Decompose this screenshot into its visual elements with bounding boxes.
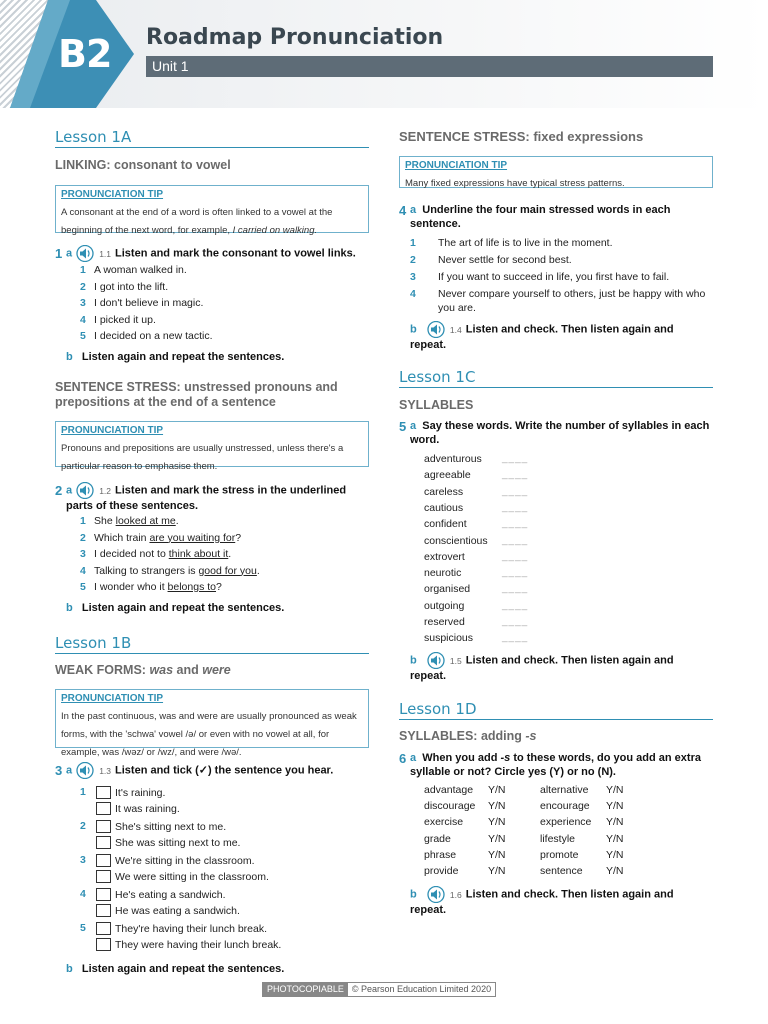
yn-choice[interactable]: Y/N bbox=[606, 865, 624, 877]
yn-choice[interactable]: Y/N bbox=[488, 800, 506, 813]
item-number: 5 bbox=[80, 330, 86, 342]
yn-choice[interactable]: Y/N bbox=[606, 784, 624, 796]
yn-choice[interactable]: Y/N bbox=[488, 865, 506, 877]
item-text: I picked it up. bbox=[94, 313, 156, 326]
item-number-label: 3 bbox=[80, 854, 86, 866]
underlined-text: looked at me bbox=[115, 515, 176, 527]
list-item bbox=[80, 330, 213, 342]
tick-checkbox[interactable] bbox=[96, 870, 111, 883]
yn-choice[interactable]: Y/N bbox=[606, 800, 624, 813]
question-3a: a 1.3 Listen and tick (✓) the sentence you hear. bbox=[66, 762, 371, 779]
audio-speaker-icon[interactable] bbox=[75, 762, 95, 779]
tip-box-linking bbox=[55, 185, 369, 236]
list-item bbox=[80, 515, 179, 527]
sentence-option: He's eating a sandwich. bbox=[115, 889, 226, 901]
item-number-label: 1 bbox=[80, 786, 86, 798]
item-text: I got into the lift. bbox=[94, 280, 169, 293]
item-number: 1 bbox=[410, 237, 416, 249]
syllable-word: agreeable bbox=[424, 469, 471, 482]
sentence-option: He was eating a sandwich. bbox=[115, 905, 240, 917]
question-number: 4 bbox=[399, 203, 407, 218]
question-number: 3 bbox=[55, 763, 63, 778]
copyright: © Pearson Education Limited 2020 bbox=[351, 984, 492, 994]
tick-checkbox[interactable] bbox=[96, 854, 111, 867]
word-col1: discourage bbox=[424, 800, 476, 813]
word-col2: alternative bbox=[540, 784, 589, 796]
tip-heading: PRONUNCIATION TIP bbox=[61, 425, 164, 436]
tip-text: Many fixed expressions have typical stress patterns. bbox=[405, 178, 625, 189]
answer-blank[interactable]: ____ bbox=[502, 518, 529, 530]
item-text: ? bbox=[216, 581, 222, 593]
list-item bbox=[80, 532, 241, 544]
item-number bbox=[80, 922, 94, 934]
sentence-option: She's sitting next to me. bbox=[115, 821, 227, 833]
answer-blank[interactable]: ____ bbox=[502, 534, 529, 546]
answer-blank[interactable]: ____ bbox=[502, 453, 529, 464]
lesson-1b-heading: Lesson 1B bbox=[55, 634, 369, 654]
item-number-label: 2 bbox=[80, 820, 86, 832]
item-number: 1 bbox=[80, 264, 86, 276]
question-1a: a 1.1 Listen and mark the consonant to vowel links. bbox=[66, 245, 371, 262]
item-number: 3 bbox=[80, 297, 86, 309]
question-4a: a Underline the four main stressed words in each sentence. bbox=[410, 204, 671, 230]
tip-text: In the past continuous, was and were are usually pronounced as weak forms, with the 'schwa' vowel /ə/ or even with no vowel at all, for example, was /wəz/ or /wz/, and were /wə/. bbox=[61, 711, 357, 758]
word-col1: grade bbox=[424, 832, 451, 845]
tick-checkbox[interactable] bbox=[96, 802, 111, 815]
question-number: 1 bbox=[55, 246, 63, 261]
tick-checkbox[interactable] bbox=[96, 888, 111, 901]
sentence-option: She was sitting next to me. bbox=[115, 837, 241, 849]
lesson-1a-heading: Lesson 1A bbox=[55, 128, 369, 148]
yn-choice[interactable]: Y/N bbox=[488, 848, 506, 861]
item-text: Talking to strangers is bbox=[94, 564, 199, 577]
unit-label: Unit 1 bbox=[152, 58, 189, 74]
item-number: 2 bbox=[80, 531, 86, 544]
item-number bbox=[80, 786, 94, 798]
syllable-word: conscientious bbox=[424, 534, 488, 547]
question-2a: a 1.2 Listen and mark the stress in the underlined parts of these sentences. bbox=[66, 482, 371, 513]
question-number: 2 bbox=[55, 483, 63, 498]
item-text: I don't believe in magic. bbox=[94, 297, 204, 309]
list-item bbox=[80, 314, 156, 326]
word-col1: exercise bbox=[424, 816, 464, 829]
item-text: . bbox=[228, 548, 232, 560]
fixed-expressions-title: SENTENCE STRESS: fixed expressions bbox=[399, 129, 644, 144]
syllable-word: confident bbox=[424, 518, 467, 531]
yn-choice[interactable]: Y/N bbox=[488, 832, 506, 845]
item-text: A woman walked in. bbox=[94, 264, 187, 276]
list-item bbox=[410, 253, 714, 267]
item-text: I decided on a new tactic. bbox=[94, 330, 213, 342]
underlined-text: belongs to bbox=[167, 581, 217, 593]
syllable-word: careless bbox=[424, 485, 464, 498]
item-number: 3 bbox=[410, 271, 416, 283]
underlined-text: good for you bbox=[198, 564, 257, 577]
syllable-word: cautious bbox=[424, 501, 464, 514]
audio-speaker-icon[interactable] bbox=[75, 482, 95, 499]
weak-forms-title: WEAK FORMS: was and were bbox=[55, 663, 231, 677]
word-col2: encourage bbox=[540, 800, 590, 813]
stress-title: SENTENCE STRESS: unstressed pronouns and prepositions at the end of a sentence bbox=[55, 380, 338, 409]
unit-bar bbox=[146, 56, 713, 77]
lesson-1d-heading: Lesson 1D bbox=[399, 700, 713, 720]
word-col2: promote bbox=[540, 848, 579, 861]
sentence-option: It's raining. bbox=[115, 787, 166, 799]
syllable-word: organised bbox=[424, 583, 471, 596]
item-number bbox=[80, 854, 94, 866]
tip-heading: PRONUNCIATION TIP bbox=[61, 693, 164, 704]
tick-checkbox[interactable] bbox=[96, 820, 111, 833]
question-number: 6 bbox=[399, 751, 407, 766]
list-item bbox=[80, 548, 231, 560]
sentence-option: They were having their lunch break. bbox=[115, 939, 282, 951]
list-item bbox=[410, 270, 714, 284]
question-2b: b Listen again and repeat the sentences. bbox=[66, 602, 285, 614]
item-number: 3 bbox=[80, 548, 86, 560]
word-col1: provide bbox=[424, 865, 459, 877]
word-col1: advantage bbox=[424, 784, 474, 796]
question-5b: b 1.5 Listen and check. Then listen again and repeat. bbox=[410, 652, 710, 683]
list-item bbox=[80, 581, 222, 593]
footer bbox=[262, 982, 496, 997]
underlined-text: think about it bbox=[168, 548, 229, 560]
audio-speaker-icon[interactable] bbox=[426, 321, 446, 338]
adding-s-title: SYLLABLES: adding -s bbox=[399, 729, 537, 743]
syllable-word: outgoing bbox=[424, 599, 465, 612]
tick-checkbox[interactable] bbox=[96, 938, 111, 951]
list-item bbox=[410, 287, 714, 315]
word-col1: phrase bbox=[424, 848, 457, 861]
item-text: I decided not to bbox=[94, 548, 169, 560]
answer-blank[interactable]: ____ bbox=[502, 616, 529, 627]
book-title: Roadmap Pronunciation bbox=[146, 25, 444, 50]
item-number: 2 bbox=[80, 280, 86, 293]
item-text: Never settle for second best. bbox=[438, 254, 572, 266]
syllable-word: adventurous bbox=[424, 453, 482, 465]
tick-checkbox[interactable] bbox=[96, 922, 111, 935]
photocopiable-label: PHOTOCOPIABLE bbox=[263, 983, 348, 996]
level-badge: B2 bbox=[58, 32, 112, 76]
audio-speaker-icon[interactable] bbox=[75, 245, 95, 262]
yn-choice[interactable]: Y/N bbox=[606, 848, 624, 861]
item-text: If you want to succeed in life, you first have to fail. bbox=[438, 271, 670, 283]
answer-blank[interactable]: ____ bbox=[502, 583, 529, 595]
tip-box-fixed bbox=[399, 156, 713, 188]
answer-blank[interactable]: ____ bbox=[502, 567, 529, 579]
underlined-text: are you waiting for bbox=[149, 531, 236, 544]
question-3b: b Listen again and repeat the sentences. bbox=[66, 963, 285, 975]
list-item bbox=[80, 264, 187, 276]
answer-blank[interactable]: ____ bbox=[502, 550, 529, 562]
item-text: I wonder who it bbox=[94, 581, 168, 593]
question-6b: b 1.6 Listen and check. Then listen again and repeat. bbox=[410, 886, 710, 917]
question-5a: a Say these words. Write the number of syllables in each word. bbox=[410, 420, 710, 446]
item-number: 2 bbox=[410, 254, 416, 266]
item-number: 5 bbox=[80, 581, 86, 593]
word-col2: lifestyle bbox=[540, 832, 576, 845]
item-text: She bbox=[94, 515, 116, 527]
item-number-label: 4 bbox=[80, 888, 86, 900]
answer-blank[interactable]: ____ bbox=[502, 632, 529, 644]
item-text: . bbox=[256, 564, 260, 577]
tip-box-weak-forms bbox=[55, 689, 369, 758]
question-4b: b 1.4 Listen and check. Then listen again and repeat. bbox=[410, 321, 710, 352]
yn-choice[interactable]: Y/N bbox=[488, 784, 506, 796]
tip-heading: PRONUNCIATION TIP bbox=[61, 189, 164, 200]
item-text: Never compare yourself to others, just be happy with who you are. bbox=[438, 288, 706, 314]
item-number bbox=[80, 888, 94, 900]
word-col2: experience bbox=[540, 816, 592, 829]
question-1b: b Listen again and repeat the sentences. bbox=[66, 351, 285, 363]
item-number: 1 bbox=[80, 515, 86, 527]
answer-blank[interactable]: ____ bbox=[502, 599, 529, 611]
linking-title: LINKING: consonant to vowel bbox=[55, 158, 231, 172]
sentence-option: It was raining. bbox=[115, 803, 180, 815]
audio-speaker-icon[interactable] bbox=[426, 886, 446, 903]
item-text: . bbox=[175, 515, 179, 527]
syllable-word: neurotic bbox=[424, 567, 462, 580]
item-number-label: 5 bbox=[80, 922, 86, 934]
tick-checkbox[interactable] bbox=[96, 904, 111, 917]
syllable-word: extrovert bbox=[424, 550, 465, 563]
answer-blank[interactable]: ____ bbox=[502, 501, 529, 513]
syllable-word: reserved bbox=[424, 616, 465, 628]
item-number: 4 bbox=[410, 288, 416, 300]
answer-blank[interactable]: ____ bbox=[502, 469, 529, 481]
sentence-option: We were sitting in the classroom. bbox=[115, 871, 269, 883]
question-number: 5 bbox=[399, 419, 407, 434]
item-text: The art of life is to live in the moment. bbox=[438, 237, 613, 249]
sentence-option: They're having their lunch break. bbox=[115, 923, 268, 935]
syllables-title: SYLLABLES bbox=[399, 398, 474, 412]
yn-choice[interactable]: Y/N bbox=[488, 816, 506, 829]
yn-choice[interactable]: Y/N bbox=[606, 816, 624, 829]
item-text: ? bbox=[235, 531, 242, 544]
yn-choice[interactable]: Y/N bbox=[606, 832, 624, 845]
tip-text: A consonant at the end of a word is often linked to a vowel at the beginning of the next word, for example, I carried on walking. bbox=[61, 207, 333, 236]
item-number: 4 bbox=[80, 564, 86, 577]
item-text: Which train bbox=[94, 531, 150, 544]
tip-text: Pronouns and prepositions are usually unstressed, unless there's a particular reason to emphasise them. bbox=[61, 443, 344, 472]
sentence-option: We're sitting in the classroom. bbox=[115, 855, 255, 867]
list-item bbox=[80, 565, 260, 577]
list-item bbox=[410, 236, 714, 250]
syllable-word: suspicious bbox=[424, 632, 474, 645]
word-col2: sentence bbox=[540, 865, 583, 877]
tip-box-stress bbox=[55, 421, 369, 472]
answer-blank[interactable]: ____ bbox=[502, 485, 529, 497]
list-item bbox=[80, 297, 203, 309]
list-item bbox=[80, 281, 168, 293]
item-number: 4 bbox=[80, 313, 86, 326]
tip-heading: PRONUNCIATION TIP bbox=[405, 160, 508, 171]
audio-speaker-icon[interactable] bbox=[426, 652, 446, 669]
question-6a: a When you add -s to these words, do you add an extra syllable or not? Circle yes (Y) or no (N). bbox=[410, 752, 701, 778]
item-number bbox=[80, 820, 94, 832]
tick-checkbox[interactable] bbox=[96, 836, 111, 849]
tick-checkbox[interactable] bbox=[96, 786, 111, 799]
lesson-1c-heading: Lesson 1C bbox=[399, 368, 713, 388]
